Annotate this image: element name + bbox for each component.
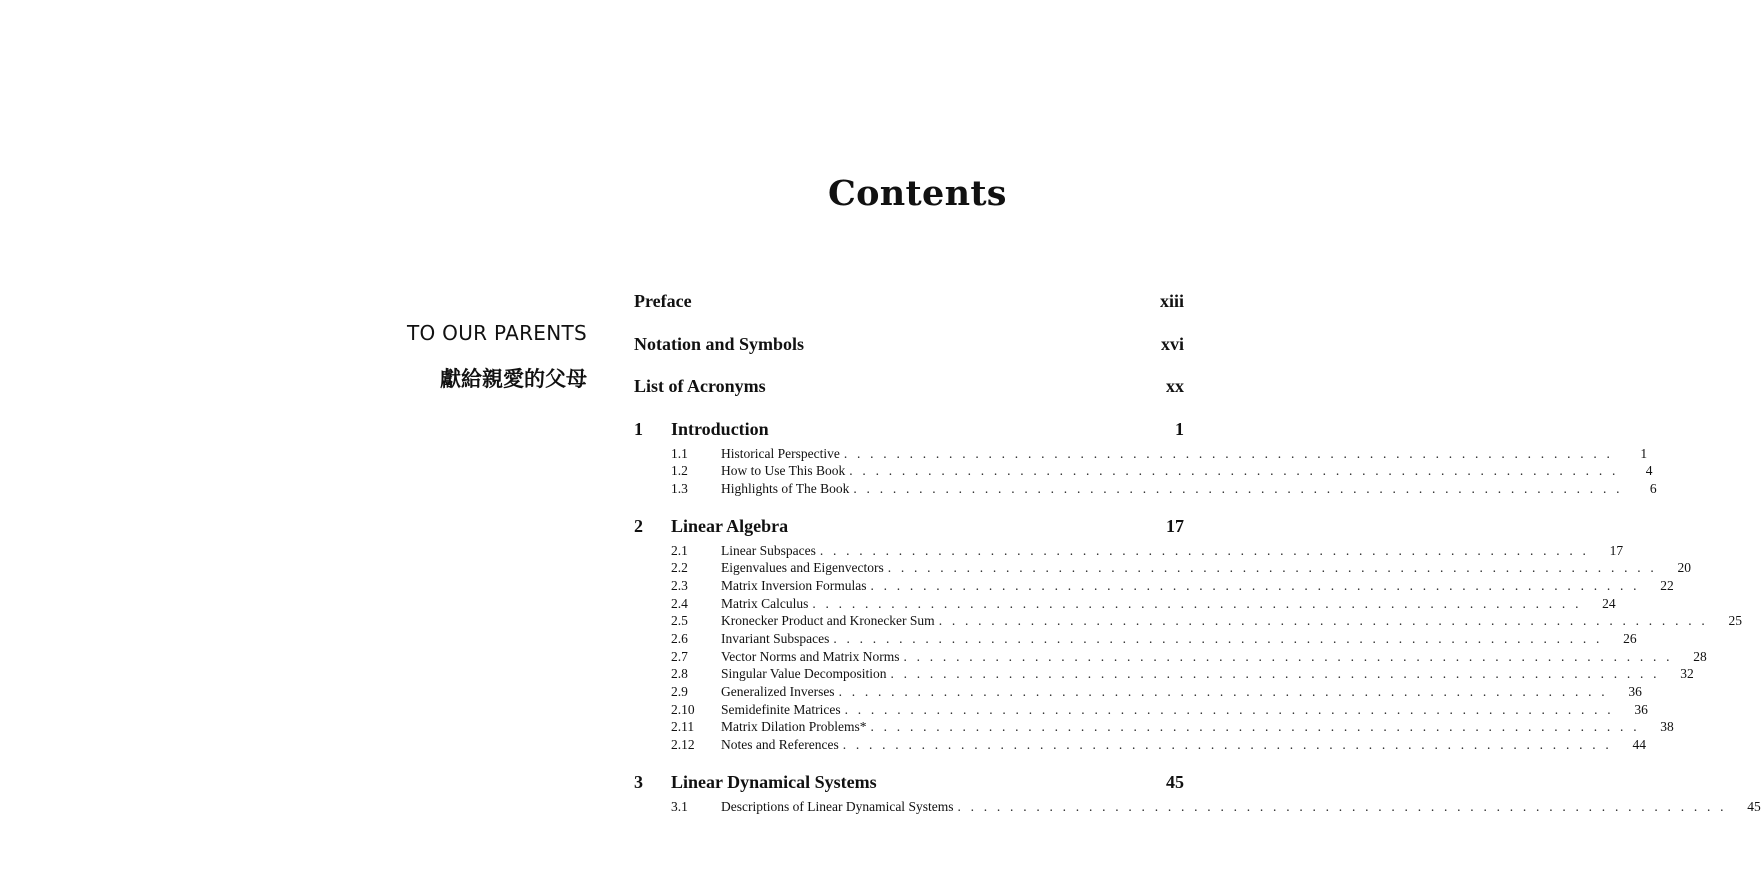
toc-entry-title: Notation and Symbols xyxy=(634,333,805,354)
section-entry[interactable] xyxy=(634,577,1674,595)
section-number: 2.10 xyxy=(671,701,695,717)
section-entry[interactable] xyxy=(634,462,1653,480)
toc-entry-page: xx xyxy=(1166,376,1184,396)
dot-leader xyxy=(867,718,1640,736)
chapter-heading[interactable] xyxy=(634,768,1184,796)
section-title: Semidefinite Matrices xyxy=(721,701,841,717)
toc-entry-preface[interactable] xyxy=(634,287,1184,315)
dot-leader xyxy=(866,577,1639,595)
section-list xyxy=(634,542,1742,754)
section-page: 24 xyxy=(1602,595,1616,611)
section-page: 28 xyxy=(1693,648,1707,664)
dot-leader xyxy=(886,665,1659,683)
section-title: How to Use This Book xyxy=(721,463,846,479)
section-page: 20 xyxy=(1677,560,1691,576)
section-number: 2.12 xyxy=(671,737,695,753)
dedication xyxy=(407,320,587,392)
chapter-page: 45 xyxy=(1166,771,1184,792)
section-page: 1 xyxy=(1640,445,1648,461)
section-number: 2.9 xyxy=(671,684,688,700)
section-title: Invariant Subspaces xyxy=(721,631,830,646)
toc-entry-page: xvi xyxy=(1160,333,1184,354)
section-number: 2.7 xyxy=(671,648,688,664)
section-entry[interactable] xyxy=(634,480,1657,498)
section-page: 44 xyxy=(1632,737,1646,753)
section-title: Matrix Inversion Formulas xyxy=(721,577,867,593)
section-number: 2.6 xyxy=(671,631,688,646)
dot-leader xyxy=(884,559,1657,577)
section-number: 2.2 xyxy=(671,560,688,576)
chapter-title: Linear Algebra xyxy=(671,515,789,536)
section-title: Linear Subspaces xyxy=(721,542,816,558)
chapter-number: 2 xyxy=(634,515,643,536)
toc-entry-title: Preface xyxy=(634,291,692,311)
chapter-number: 3 xyxy=(634,771,643,792)
chapter-heading[interactable] xyxy=(634,415,1184,443)
chapter-3 xyxy=(634,768,1761,816)
section-title: Singular Value Decomposition xyxy=(721,666,887,682)
section-entry[interactable] xyxy=(634,630,1637,648)
section-number: 2.4 xyxy=(671,595,688,611)
section-list xyxy=(634,445,1657,498)
section-title: Matrix Calculus xyxy=(721,595,809,611)
dot-leader xyxy=(840,445,1613,463)
chapter-number: 1 xyxy=(634,418,643,439)
section-title: Eigenvalues and Eigenvectors xyxy=(721,560,884,576)
chapter-1 xyxy=(634,415,1657,498)
section-title: Descriptions of Linear Dynamical Systems xyxy=(721,798,954,814)
dot-leader xyxy=(816,542,1589,560)
section-number: 1.3 xyxy=(671,480,688,496)
section-entry[interactable] xyxy=(634,665,1694,683)
section-title: Historical Perspective xyxy=(721,445,840,461)
section-entry[interactable] xyxy=(634,648,1707,666)
section-title: Vector Norms and Matrix Norms xyxy=(721,648,900,664)
section-entry[interactable] xyxy=(634,445,1648,463)
section-title: Matrix Dilation Problems* xyxy=(721,719,867,735)
section-number: 3.1 xyxy=(671,798,688,814)
section-entry[interactable] xyxy=(634,798,1761,816)
dot-leader xyxy=(935,612,1708,630)
chapter-heading[interactable] xyxy=(634,512,1184,540)
section-entry[interactable] xyxy=(634,736,1646,754)
section-number: 1.2 xyxy=(671,463,688,479)
dot-leader xyxy=(839,736,1612,754)
section-list xyxy=(634,798,1761,816)
section-page: 36 xyxy=(1628,684,1642,700)
section-page: 17 xyxy=(1609,542,1624,558)
section-page: 38 xyxy=(1660,719,1674,735)
dot-leader xyxy=(845,462,1618,480)
dot-leader xyxy=(899,648,1672,666)
dedication-chinese: 獻給親愛的父母 xyxy=(440,367,587,391)
dot-leader xyxy=(829,630,1602,648)
toc-entry-page: xiii xyxy=(1159,291,1184,311)
section-title: Generalized Inverses xyxy=(721,684,835,700)
section-entry[interactable] xyxy=(634,683,1642,701)
section-number: 2.1 xyxy=(671,542,688,558)
section-entry[interactable] xyxy=(634,559,1691,577)
section-page: 4 xyxy=(1645,463,1653,479)
dot-leader xyxy=(953,798,1726,816)
section-page: 26 xyxy=(1623,631,1637,646)
chapter-page: 1 xyxy=(1175,418,1184,439)
chapter-2 xyxy=(634,512,1742,754)
section-page: 25 xyxy=(1728,613,1742,629)
section-number: 1.1 xyxy=(671,445,688,461)
toc-entry-acronyms[interactable] xyxy=(634,372,1184,400)
dedication-english: TO OUR PARENTS xyxy=(406,321,587,345)
section-number: 2.3 xyxy=(671,577,688,593)
section-number: 2.5 xyxy=(671,613,688,629)
toc-entry-title: List of Acronyms xyxy=(634,376,766,396)
dot-leader xyxy=(835,683,1608,701)
section-entry[interactable] xyxy=(634,595,1616,613)
section-page: 36 xyxy=(1634,701,1648,717)
section-page: 6 xyxy=(1649,480,1657,496)
chapter-title: Introduction xyxy=(671,418,769,439)
section-page: 45 xyxy=(1747,798,1761,814)
dot-leader xyxy=(849,480,1622,498)
section-entry[interactable] xyxy=(634,701,1648,719)
section-title: Notes and References xyxy=(721,737,839,753)
section-entry[interactable] xyxy=(634,542,1624,560)
dot-leader xyxy=(808,595,1581,613)
chapter-page: 17 xyxy=(1166,515,1184,536)
section-number: 2.11 xyxy=(671,719,695,735)
toc-entry-notation[interactable] xyxy=(634,330,1184,358)
section-entry[interactable] xyxy=(634,612,1742,630)
chapter-title: Linear Dynamical Systems xyxy=(671,771,877,792)
section-entry[interactable] xyxy=(634,718,1674,736)
table-of-contents xyxy=(634,287,1761,830)
section-page: 22 xyxy=(1660,577,1674,593)
section-title: Kronecker Product and Kronecker Sum xyxy=(721,613,935,629)
dot-leader xyxy=(841,701,1614,719)
section-number: 2.8 xyxy=(671,666,688,682)
section-title: Highlights of The Book xyxy=(721,480,850,496)
section-page: 32 xyxy=(1680,666,1694,682)
page-title: Contents xyxy=(828,173,1007,214)
